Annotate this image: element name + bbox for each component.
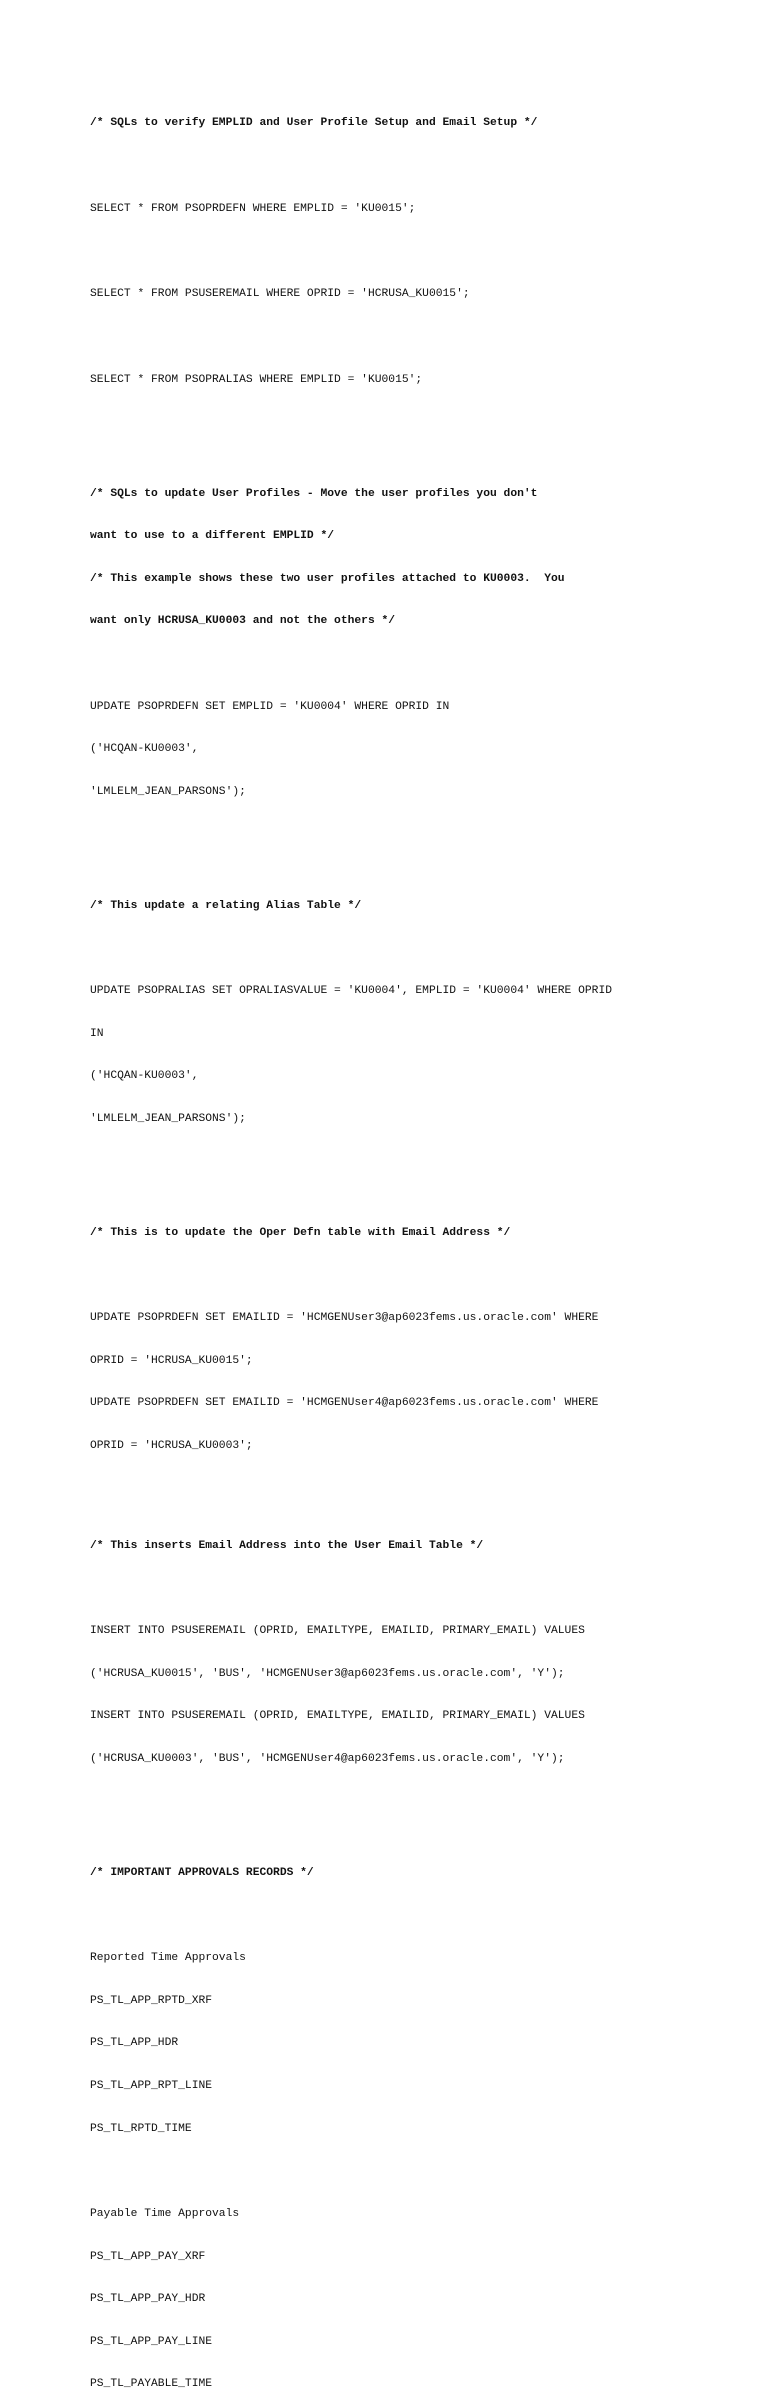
comment-update-profiles-line1: /* SQLs to update User Profiles - Move the user profiles you don't — [90, 487, 538, 500]
record-name: PS_TL_APP_PAY_LINE — [90, 2335, 213, 2348]
sql-update-emplid-line2: ('HCQAN-KU0003', — [90, 743, 199, 756]
comment-update-profiles-line2: want to use to a different EMPLID */ — [90, 530, 335, 543]
sql-update-email-line4: OPRID = 'HCRUSA_KU0003'; — [90, 1440, 253, 1453]
record-name: PS_TL_APP_RPT_LINE — [90, 2080, 213, 2093]
comment-approvals-heading: /* IMPORTANT APPROVALS RECORDS */ — [90, 1866, 314, 1879]
record-name: PS_TL_APP_PAY_XRF — [90, 2250, 206, 2263]
sql-update-alias-line1: UPDATE PSOPRALIAS SET OPRALIASVALUE = 'KU0004', EMPLID = 'KU0004' WHERE OPRID — [90, 985, 613, 998]
sql-update-email-line3: UPDATE PSOPRDEFN SET EMAILID = 'HCMGENUser4@ap6023fems.us.oracle.com' WHERE — [90, 1397, 599, 1410]
sql-select-psuseremail: SELECT * FROM PSUSEREMAIL WHERE OPRID = 'HCRUSA_KU0015'; — [90, 288, 470, 301]
sql-update-emplid-line3: 'LMLELM_JEAN_PARSONS'); — [90, 786, 246, 799]
sql-update-alias-line4: 'LMLELM_JEAN_PARSONS'); — [90, 1113, 246, 1126]
record-name: PS_TL_APP_HDR — [90, 2037, 179, 2050]
sql-update-email-line2: OPRID = 'HCRUSA_KU0015'; — [90, 1354, 253, 1367]
sql-insert-email-line4: ('HCRUSA_KU0003', 'BUS', 'HCMGENUser4@ap6023fems.us.oracle.com', 'Y'); — [90, 1753, 565, 1766]
comment-alias-heading: /* This update a relating Alias Table */ — [90, 899, 362, 912]
payable-time-approvals-heading: Payable Time Approvals — [90, 2208, 240, 2221]
sql-update-alias-line2: IN — [90, 1027, 104, 1040]
sql-update-alias-line3: ('HCQAN-KU0003', — [90, 1070, 199, 1083]
record-name: PS_TL_APP_PAY_HDR — [90, 2293, 206, 2306]
sql-select-psoprdefn: SELECT * FROM PSOPRDEFN WHERE EMPLID = 'KU0015'; — [90, 202, 416, 215]
document-page — [90, 88, 690, 2406]
comment-insert-email-heading: /* This inserts Email Address into the User Email Table */ — [90, 1539, 484, 1552]
sql-update-emplid-line1: UPDATE PSOPRDEFN SET EMPLID = 'KU0004' WHERE OPRID IN — [90, 700, 450, 713]
comment-example-line2: want only HCRUSA_KU0003 and not the others */ — [90, 615, 396, 628]
record-name: PS_TL_RPTD_TIME — [90, 2122, 192, 2135]
comment-email-update-heading: /* This is to update the Oper Defn table with Email Address */ — [90, 1226, 511, 1239]
sql-update-email-line1: UPDATE PSOPRDEFN SET EMAILID = 'HCMGENUser3@ap6023fems.us.oracle.com' WHERE — [90, 1312, 599, 1325]
record-name: PS_TL_APP_RPTD_XRF — [90, 1994, 213, 2007]
reported-time-approvals-heading: Reported Time Approvals — [90, 1952, 246, 1965]
comment-example-line1: /* This example shows these two user profiles attached to KU0003. You — [90, 572, 565, 585]
comment-verify-heading: /* SQLs to verify EMPLID and User Profile Setup and Email Setup */ — [90, 117, 538, 130]
sql-insert-email-line3: INSERT INTO PSUSEREMAIL (OPRID, EMAILTYPE, EMAILID, PRIMARY_EMAIL) VALUES — [90, 1710, 585, 1723]
sql-select-psopralias: SELECT * FROM PSOPRALIAS WHERE EMPLID = 'KU0015'; — [90, 373, 423, 386]
sql-insert-email-line1: INSERT INTO PSUSEREMAIL (OPRID, EMAILTYPE, EMAILID, PRIMARY_EMAIL) VALUES — [90, 1625, 585, 1638]
record-name: PS_TL_PAYABLE_TIME — [90, 2378, 213, 2391]
sql-insert-email-line2: ('HCRUSA_KU0015', 'BUS', 'HCMGENUser3@ap6023fems.us.oracle.com', 'Y'); — [90, 1667, 565, 1680]
